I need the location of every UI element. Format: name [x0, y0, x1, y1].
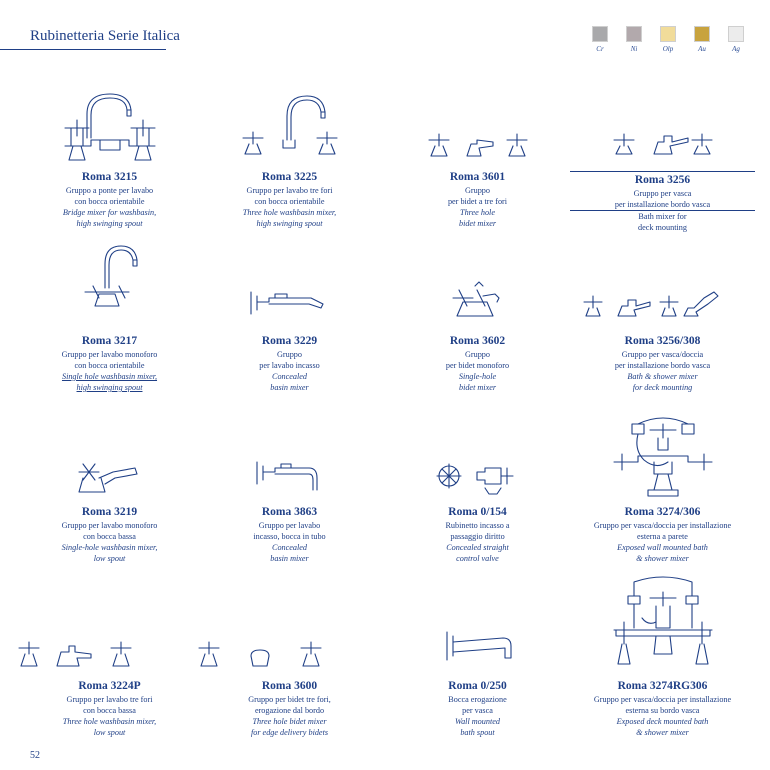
three-hole-bidet-icon [423, 128, 533, 162]
product-description-en: & shower mixer [636, 728, 689, 737]
wall-bath-shower-icon [608, 410, 718, 502]
product-description-it: erogazione dal bordo [254, 706, 325, 715]
finish-label: Cr [596, 45, 604, 53]
product-description-en: high swinging spout [76, 219, 143, 228]
product-description-it: Gruppo per bidet tre fori, [248, 695, 331, 704]
swatch-gold-icon [694, 26, 710, 42]
product-description-en: Concealed straight [446, 543, 509, 552]
product-description-en: Single-hole [458, 372, 497, 381]
product-description-it: per bidet monoforo [445, 361, 510, 370]
product-description-it: Gruppo per lavabo tre fori [246, 186, 333, 195]
finish-swatches [588, 26, 748, 62]
product-caption [385, 171, 570, 229]
product-description-it: esterna su bordo vasca [625, 706, 700, 715]
product-description-en: Three hole washbasin mixer, [242, 208, 337, 217]
product-caption [385, 506, 570, 564]
product-description-it: Gruppo per lavabo monoforo [61, 521, 158, 530]
product-description-it: Gruppo per lavabo [258, 521, 321, 530]
product-description-en: Bridge mixer for washbasin, [62, 208, 157, 217]
product-image [17, 456, 202, 496]
product-image [385, 630, 570, 664]
product-caption [197, 680, 382, 738]
product-description-it: per vasca [462, 706, 493, 715]
header-rule [0, 49, 166, 50]
product-description-en: high swinging spout [256, 219, 323, 228]
swatch-polished-brass-icon [660, 26, 676, 42]
product-caption [197, 335, 382, 393]
single-hole-low-spout-icon [55, 456, 165, 496]
product-description-it: Gruppo per vasca [633, 189, 692, 198]
product-code: Roma 3274/306 [624, 506, 701, 518]
product-image [17, 242, 202, 312]
product-description-en: Single-hole washbasin mixer, [61, 543, 158, 552]
product-code: Roma 3863 [261, 506, 318, 518]
product-caption [570, 506, 755, 564]
product-description-it: Gruppo [464, 350, 490, 359]
product-description-it: con bocca orientabile [254, 197, 325, 206]
product-image [17, 88, 202, 163]
product-description-it: Gruppo [276, 350, 302, 359]
product-description-it: con bocca bassa [83, 706, 136, 715]
product-image [385, 128, 570, 162]
product-caption [385, 680, 570, 738]
product-code: Roma 3600 [261, 680, 318, 692]
product-description-en: Concealed [271, 372, 307, 381]
bridge-mixer-icon [55, 88, 165, 163]
product-code: Roma 0/250 [448, 680, 507, 692]
product-code: Roma 3229 [261, 335, 318, 347]
finish-nickel [622, 26, 646, 53]
product-description-it: per lavabo incasso [259, 361, 320, 370]
product-description-it: con bocca orientabile [74, 197, 145, 206]
product-description-en: Exposed deck mounted bath [616, 717, 709, 726]
deck-bath-mixer-icon [608, 126, 718, 160]
product-image [385, 458, 570, 498]
product-image [570, 290, 755, 322]
product-code: Roma 3256 [634, 174, 691, 186]
product-description-en: Three hole [460, 208, 495, 217]
product-description-it: Gruppo per vasca/doccia [621, 350, 704, 359]
product-caption [570, 680, 755, 738]
product-caption [17, 506, 202, 564]
product-description-it: Bocca erogazione [448, 695, 507, 704]
product-caption [197, 506, 382, 564]
product-code: Roma 3224P [78, 680, 141, 692]
product-code: Roma 3225 [261, 171, 318, 183]
single-hole-bidet-icon [423, 280, 533, 320]
finish-silver [724, 26, 748, 53]
product-description-en: Three hole bidet mixer [252, 717, 327, 726]
product-description-en: Exposed wall mounted bath [617, 543, 708, 552]
product-caption [570, 171, 755, 233]
product-description-en: bidet mixer [458, 383, 497, 392]
product-caption [17, 335, 202, 393]
product-caption [17, 171, 202, 229]
single-hole-high-spout-icon [55, 242, 165, 312]
product-description-en: Concealed [271, 543, 307, 552]
product-image [197, 288, 382, 318]
product-code: Roma 3215 [81, 171, 138, 183]
product-caption [570, 335, 755, 393]
product-description-it: per installazione bordo vasca [614, 361, 711, 370]
product-caption [17, 680, 202, 738]
finish-label: Au [698, 45, 706, 53]
product-description-en: Three hole washbasin mixer, [62, 717, 157, 726]
swatch-silver-icon [728, 26, 744, 42]
product-image [570, 410, 755, 502]
concealed-basin-mixer-icon [235, 288, 345, 318]
product-code: Roma 3256/308 [624, 335, 701, 347]
finish-chrome [588, 26, 612, 53]
product-description-en: control valve [456, 554, 499, 563]
swatch-nickel-icon [626, 26, 642, 42]
product-caption [385, 335, 570, 393]
product-image [197, 638, 382, 670]
product-description-it: con bocca orientabile [74, 361, 145, 370]
product-code: Roma 3217 [81, 335, 138, 347]
deck-bath-shower-icon [580, 290, 730, 322]
product-image [17, 638, 202, 670]
three-hole-low-spout-icon [15, 638, 135, 670]
page-number: 52 [30, 750, 40, 761]
product-description-en: deck mounting [638, 223, 687, 232]
product-image [570, 574, 755, 674]
swatch-chrome-icon [592, 26, 608, 42]
product-description-en: low spout [93, 554, 126, 563]
finish-gold [690, 26, 714, 53]
product-description-en: bath spout [460, 728, 495, 737]
product-code: Roma 0/154 [448, 506, 507, 518]
product-code: Roma 3601 [449, 171, 506, 183]
product-code: Roma 3219 [81, 506, 138, 518]
product-image [197, 458, 382, 494]
product-description-en: Bath mixer for [638, 212, 687, 221]
product-description-it: Gruppo a ponte per lavabo [65, 186, 154, 195]
product-image [570, 126, 755, 160]
product-description-it: passaggio diritto [450, 532, 505, 541]
product-description-en: & shower mixer [636, 554, 689, 563]
product-description-en: Single hole washbasin mixer, [61, 372, 158, 381]
product-code: Roma 3274RG306 [617, 680, 708, 692]
product-description-it: per installazione bordo vasca [570, 199, 755, 211]
three-hole-high-spout-icon [235, 92, 345, 162]
product-description-en: Bath & shower mixer [627, 372, 698, 381]
edge-bidet-mixer-icon [195, 638, 325, 670]
product-description-en: for edge delivery bidets [250, 728, 329, 737]
product-description-en: basin mixer [270, 554, 309, 563]
product-description-en: low spout [93, 728, 126, 737]
product-image [385, 280, 570, 320]
product-description-it: con bocca bassa [83, 532, 136, 541]
product-caption [197, 171, 382, 229]
finish-label: Olp [662, 45, 674, 53]
product-description-it: Gruppo per lavabo tre fori [66, 695, 153, 704]
product-description-it: esterna a parete [637, 532, 688, 541]
product-description-it: Gruppo per lavabo monoforo [61, 350, 158, 359]
finish-label: Ag [732, 45, 740, 53]
product-description-it: Gruppo [464, 186, 490, 195]
product-description-it: Gruppo per vasca/doccia per installazione [593, 695, 732, 704]
product-description-it: Rubinetto incasso a [445, 521, 510, 530]
product-description-en: basin mixer [270, 383, 309, 392]
product-description-en: for deck mounting [632, 383, 693, 392]
concealed-tube-spout-icon [235, 458, 345, 494]
product-description-it: incasso, bocca in tubo [253, 532, 326, 541]
wall-bath-spout-icon [423, 630, 533, 664]
page-title: Rubinetteria Serie Italica [30, 28, 180, 44]
product-description-en: bidet mixer [458, 219, 497, 228]
deck-exposed-bath-shower-icon [608, 574, 718, 674]
finish-label: Ni [630, 45, 638, 53]
product-description-it: Gruppo per vasca/doccia per installazione [593, 521, 732, 530]
product-description-en: Wall mounted [455, 717, 500, 726]
product-description-it: per bidet a tre fori [447, 197, 508, 206]
product-description-en: high swinging spout [76, 383, 143, 392]
finish-polished-brass [656, 26, 680, 53]
product-code: Roma 3602 [449, 335, 506, 347]
product-image [197, 92, 382, 162]
straight-valve-icon [423, 458, 533, 498]
